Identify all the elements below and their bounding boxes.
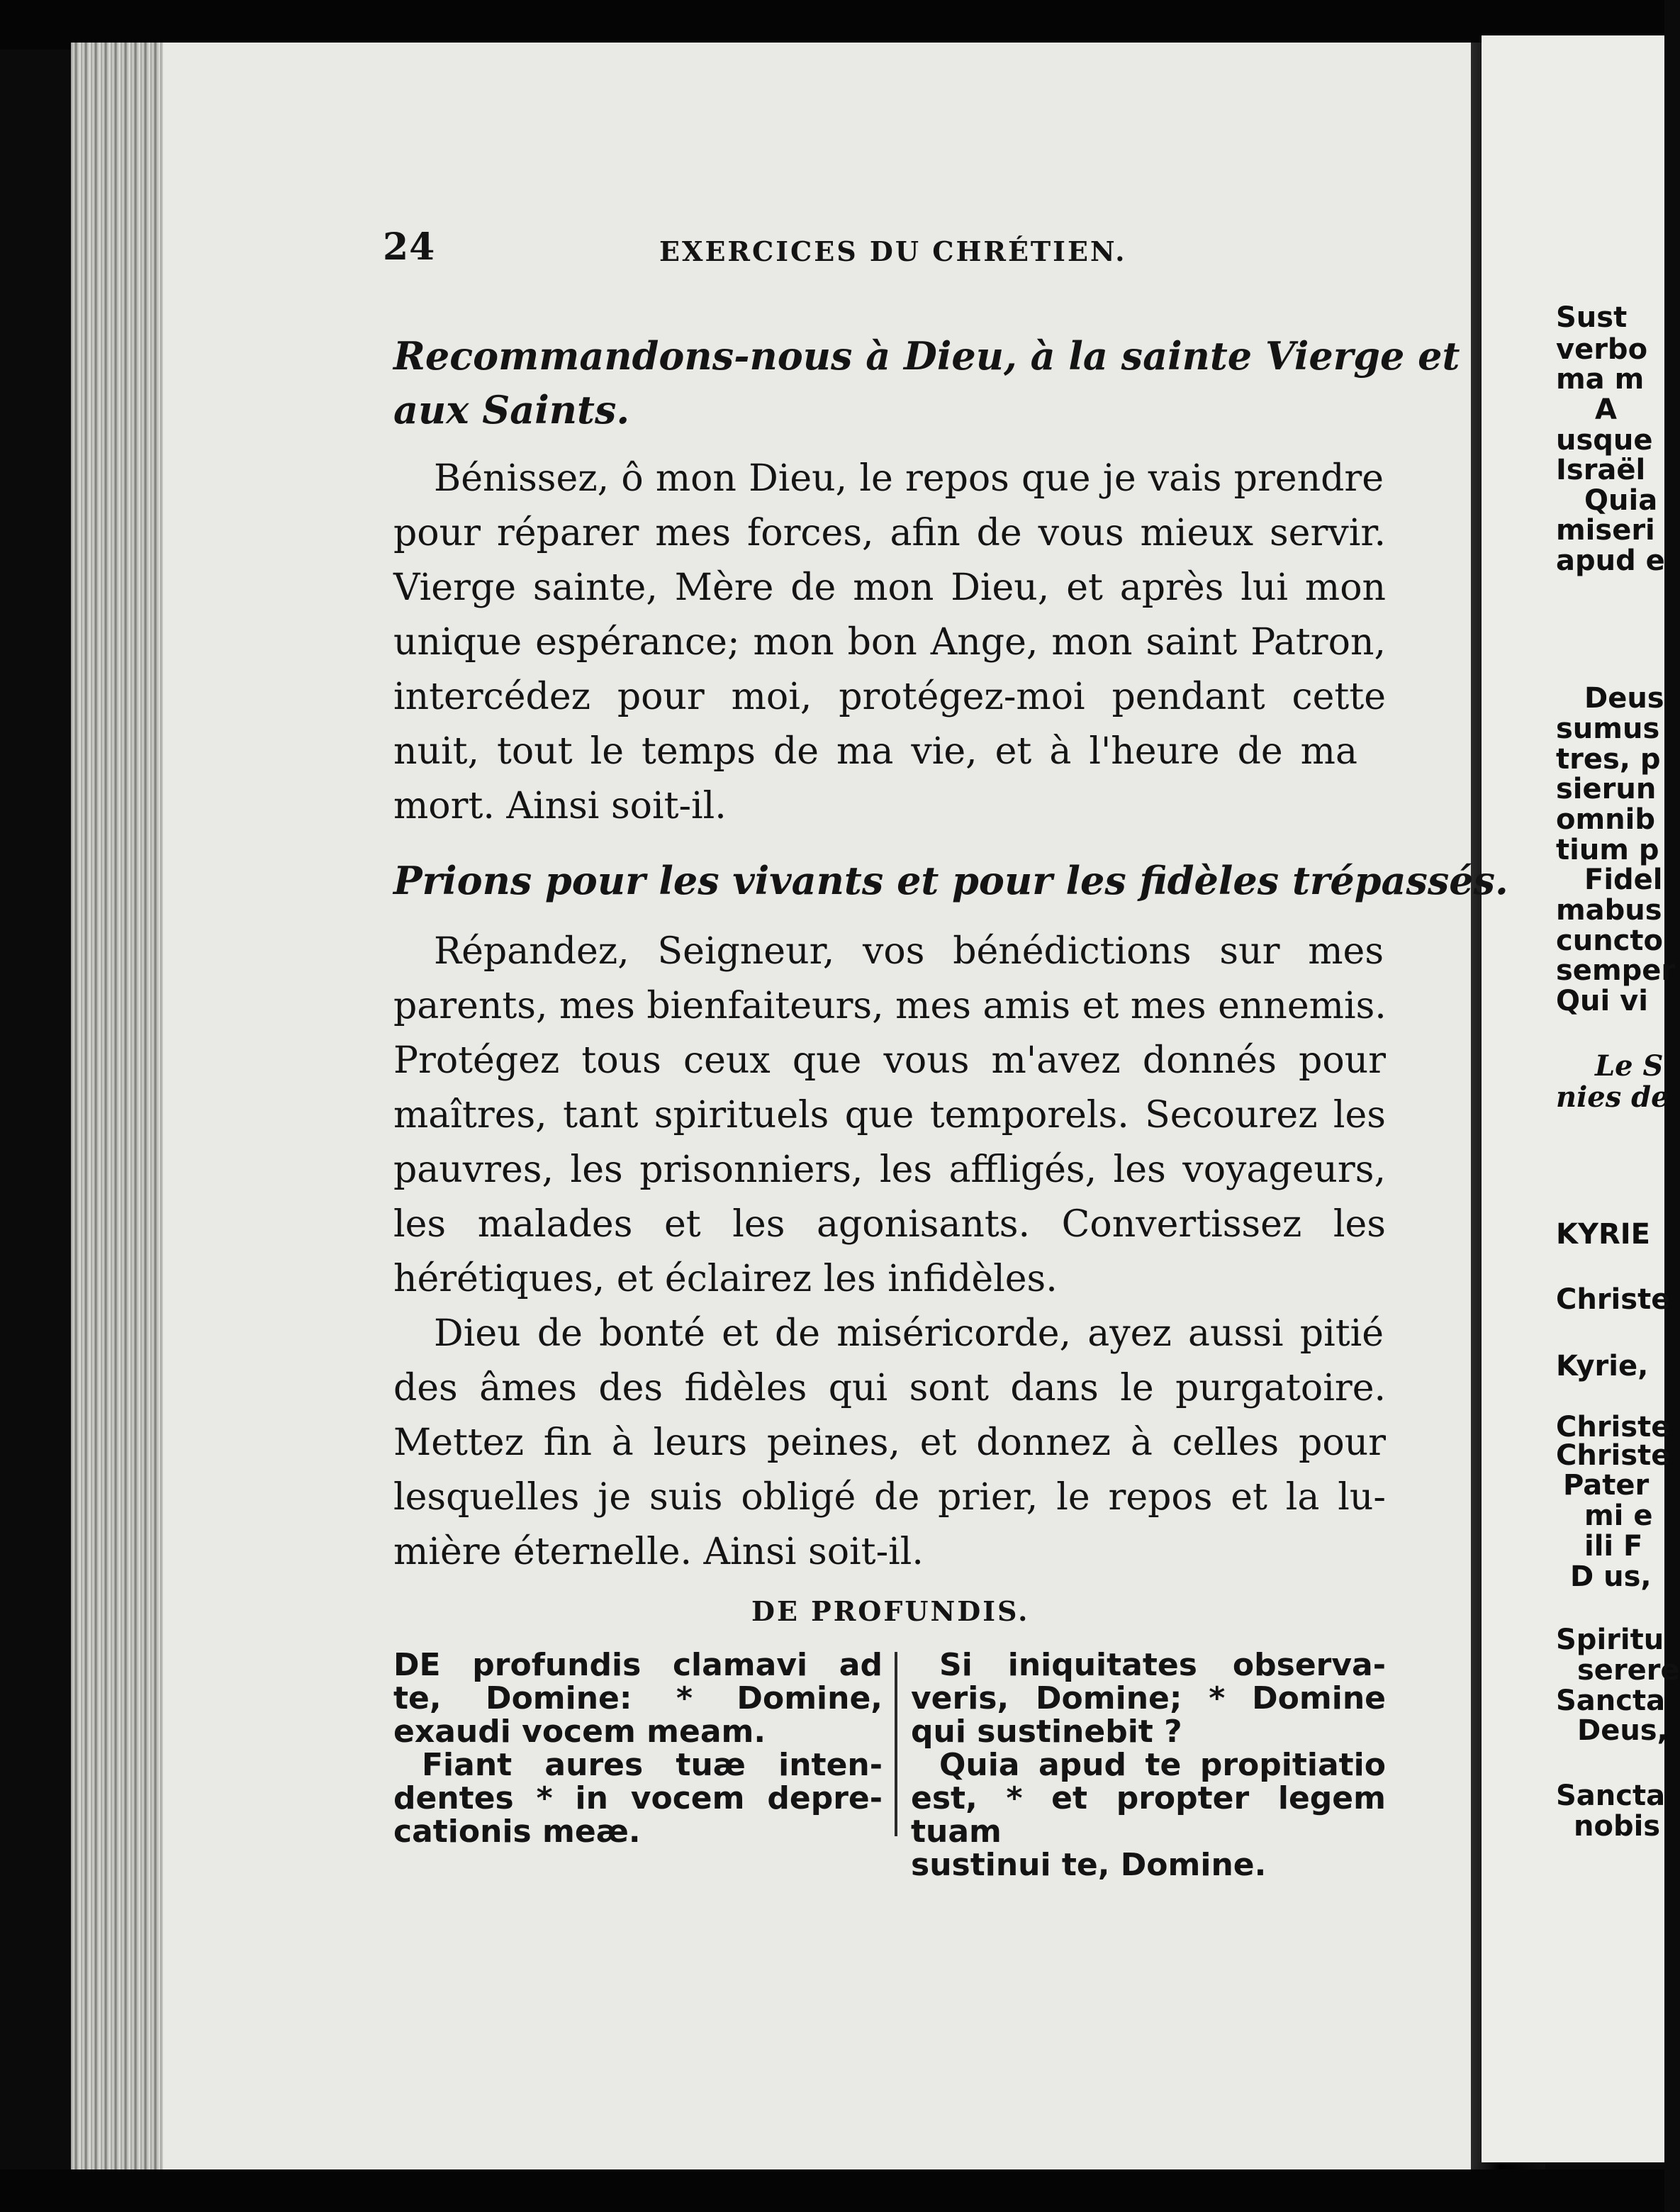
facing-page-fragment: cuncto: [1556, 925, 1663, 957]
facing-page-fragment: ma m: [1556, 363, 1645, 396]
section-heading-line: aux Saints.: [393, 387, 630, 432]
facing-page-fragment: Spiritu: [1556, 1624, 1664, 1656]
psalm-line: cationis meæ.: [393, 1814, 641, 1850]
paragraph-line: pauvres, les prisonniers, les affligés, les voyageurs,: [393, 1149, 1386, 1191]
paragraph-line: les malades et les agonisants. Convertissez les: [393, 1203, 1386, 1246]
paragraph-line: Dieu de bonté et de miséricorde, ayez aussi pitié: [434, 1312, 1384, 1355]
paragraph-line: parents, mes bienfaiteurs, mes amis et mes ennemis.: [393, 985, 1387, 1027]
facing-page-fragment: usque: [1556, 424, 1653, 457]
film-border-bottom: [0, 2169, 1664, 2212]
facing-page-fragment: Christe: [1556, 1411, 1671, 1443]
facing-page-fragment: semper: [1556, 954, 1676, 987]
facing-page-fragment: tres, p: [1556, 743, 1661, 776]
paragraph-line: Répandez, Seigneur, vos bénédictions sur mes: [434, 930, 1384, 973]
psalm-line: DE profundis clamavi ad: [393, 1647, 883, 1683]
facing-page-fragment: A: [1595, 393, 1617, 426]
facing-page-fragment: mabus: [1556, 894, 1662, 927]
psalm-right-column: [911, 1648, 1386, 1882]
facing-page-fragment: Sancta: [1556, 1780, 1666, 1812]
facing-page-fragment: Quia: [1584, 484, 1658, 517]
facing-page-fragment: Sust: [1556, 301, 1628, 334]
psalm-line: Si iniquitates observa-: [939, 1647, 1386, 1683]
facing-page-fragment: mi e: [1584, 1499, 1653, 1532]
psalm-line: te, Domine: * Domine,: [393, 1680, 883, 1716]
facing-page-fragment: apud e: [1556, 544, 1665, 577]
psalm-line: Fiant aures tuæ inten-: [422, 1747, 883, 1783]
paragraph-line: Bénissez, ô mon Dieu, le repos que je vais prendre: [434, 457, 1384, 500]
facing-page-fragment: sierun: [1556, 773, 1657, 805]
paragraph-line: maîtres, tant spirituels que temporels. Secourez les: [393, 1094, 1386, 1136]
psalm-line: Quia apud te propitiatio: [939, 1747, 1386, 1783]
facing-page-fragment: Christe: [1556, 1283, 1671, 1316]
facing-page-fragment: tium p: [1556, 834, 1659, 866]
psalm-left-column: [393, 1648, 883, 1848]
psalm-line: sustinui te, Domine.: [911, 1847, 1267, 1883]
paragraph-line: unique espérance; mon bon Ange, mon saint Patron,: [393, 621, 1386, 664]
facing-page-fragment: ili F: [1584, 1530, 1643, 1563]
facing-page-fragment: miseri: [1556, 514, 1655, 547]
page-edges: [71, 43, 163, 2169]
psalm-line: est, * et propter legem tuam: [911, 1780, 1386, 1850]
facing-page-fragment: Kyrie,: [1556, 1350, 1649, 1382]
paragraph-line: des âmes des fidèles qui sont dans le purgatoire.: [393, 1367, 1386, 1409]
facing-page-fragment: Christe: [1556, 1439, 1671, 1472]
paragraph-line: lesquelles je suis obligé de prier, le repos et la lu-: [393, 1476, 1386, 1519]
paragraph-line: nuit, tout le temps de ma vie, et à l'heure de ma: [393, 730, 1357, 773]
psalm-line: qui sustinebit ?: [911, 1714, 1182, 1750]
facing-page-fragment: Fidel: [1584, 864, 1663, 896]
running-head: EXERCICES DU CHRÉTIEN.: [659, 235, 1127, 267]
psalm-line: veris, Domine; * Domine: [911, 1680, 1386, 1716]
facing-page-fragment: sumus: [1556, 713, 1660, 745]
facing-page-fragment: Pater: [1563, 1469, 1650, 1502]
facing-page-fragment: nobis: [1574, 1810, 1661, 1843]
facing-page-fragment: nies de: [1556, 1080, 1669, 1114]
paragraph-line: Mettez fin à leurs peines, et donnez à celles pour: [393, 1421, 1386, 1464]
psalm-title: DE PROFUNDIS.: [751, 1595, 1030, 1627]
paragraph-line: intercédez pour moi, protégez-moi pendant cette: [393, 676, 1386, 718]
facing-page-fragment: verbo: [1556, 333, 1648, 366]
paragraph-line: mière éternelle. Ainsi soit-il.: [393, 1531, 924, 1573]
facing-page-fragment: Le S: [1595, 1049, 1664, 1083]
facing-page-fragment: Deus: [1584, 682, 1664, 715]
section-heading: Prions pour les vivants et pour les fidèles trépassés.: [393, 858, 1508, 903]
column-divider: [895, 1652, 897, 1836]
paragraph-line: hérétiques, et éclairez les infidèles.: [393, 1258, 1058, 1300]
page-number: 24: [383, 225, 436, 269]
facing-page-fragment: Deus,: [1577, 1714, 1668, 1747]
facing-page-fragment: omnib: [1556, 803, 1655, 836]
paragraph-line: Protégez tous ceux que vous m'avez donnés pour: [393, 1039, 1386, 1082]
facing-page-fragment: Israël: [1556, 454, 1646, 486]
facing-page-fragment: KYRIE: [1556, 1218, 1650, 1251]
facing-page-fragment: D us,: [1570, 1560, 1652, 1593]
psalm-line: dentes * in vocem depre-: [393, 1780, 883, 1816]
paragraph-line: pour réparer mes forces, afin de vous mieux servir.: [393, 512, 1386, 554]
paragraph-line: Vierge sainte, Mère de mon Dieu, et après lui mon: [393, 566, 1386, 609]
facing-page-fragment: serere: [1577, 1654, 1680, 1687]
paragraph-line: mort. Ainsi soit-il.: [393, 785, 727, 827]
psalm-line: exaudi vocem meam.: [393, 1714, 766, 1750]
section-heading-line: Recommandons-nous à Dieu, à la sainte Vierge et: [393, 333, 1460, 379]
facing-page-fragment: Qui vi: [1556, 985, 1648, 1017]
facing-page-fragment: Sancta: [1556, 1685, 1666, 1717]
